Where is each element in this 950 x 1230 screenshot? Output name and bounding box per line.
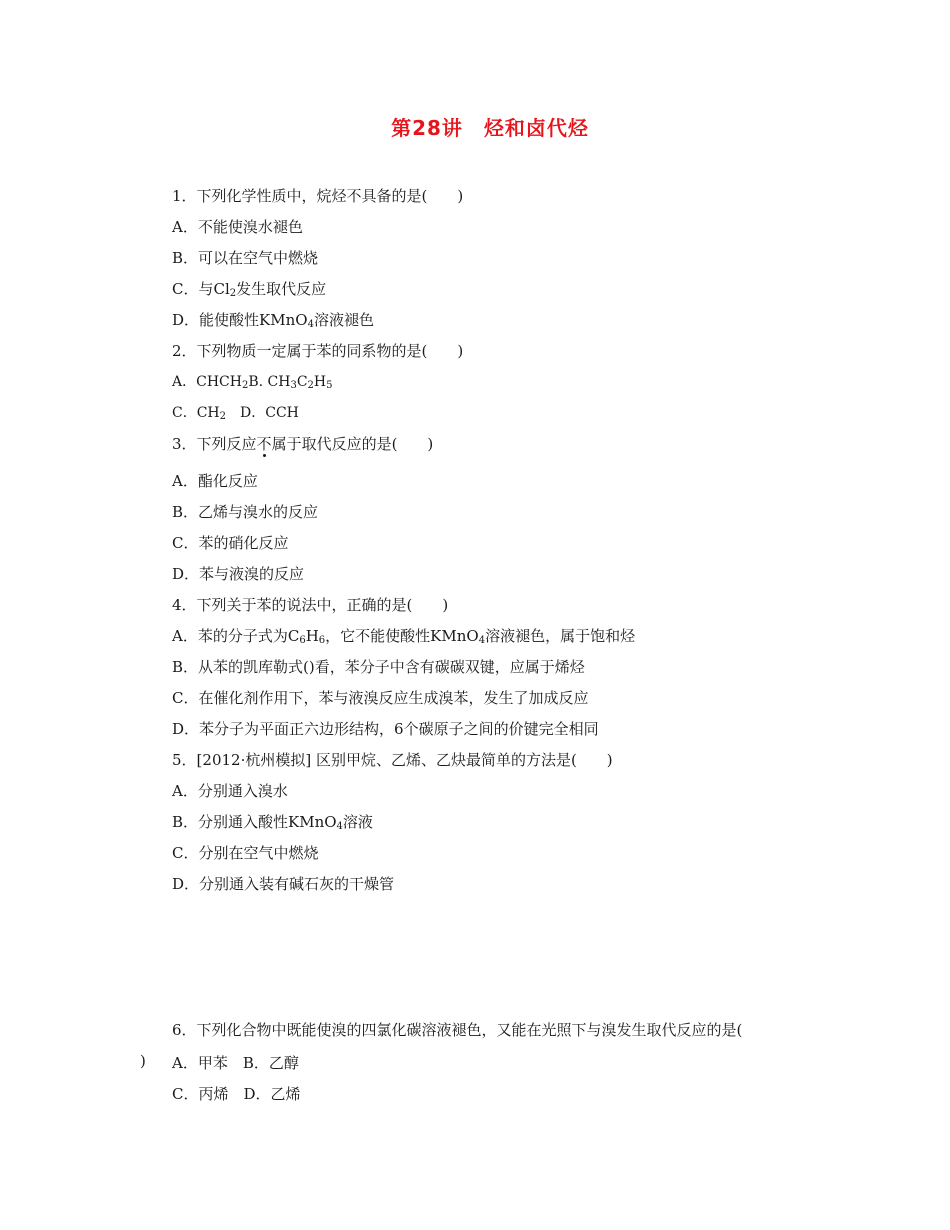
question-4-option-a: A．苯的分子式为$C_6H_6$，它不能使酸性KMnO$_4$溶液褪色，属于饱和烃 bbox=[172, 627, 636, 646]
question-3-option-c: C．苯的硝化反应 bbox=[172, 534, 289, 552]
page-title: 第28讲 烃和卤代烃 bbox=[391, 116, 589, 140]
question-5-option-b: B．分别通入酸性KMnO$_4$溶液 bbox=[172, 813, 373, 832]
question-4-option-b: B．从苯的凯库勒式()看，苯分子中含有碳碳双键，应属于烯烃 bbox=[172, 658, 585, 676]
question-4-option-c: C．在催化剂作用下，苯与液溴反应生成溴苯，发生了加成反应 bbox=[172, 689, 589, 707]
question-1-option-d: D．能使酸性KMnO$_4$溶液褪色 bbox=[172, 311, 374, 330]
question-3-option-b: B．乙烯与溴水的反应 bbox=[172, 503, 319, 521]
question-3-option-d: D．苯与液溴的反应 bbox=[172, 565, 305, 583]
question-1-option-a: A．不能使溴水褪色 bbox=[172, 218, 303, 236]
question-6-stem-wrap: ) bbox=[140, 1052, 146, 1070]
question-2-option-cd: C．$CH_2$ D．CCH bbox=[172, 405, 299, 422]
question-6-stem: 6．下列化合物中既能使溴的四氯化碳溶液褪色，又能在光照下与溴发生取代反应的是( bbox=[172, 1021, 743, 1039]
question-4-stem: 4．下列关于苯的说法中，正确的是( ) bbox=[172, 596, 449, 614]
emphasis-dot: 不 bbox=[256, 435, 272, 453]
question-5-option-c: C．分别在空气中燃烧 bbox=[172, 844, 319, 862]
question-5-stem: 5．[2012·杭州模拟] 区别甲烷、乙烯、乙炔最简单的方法是( ) bbox=[172, 751, 613, 769]
question-1-option-b: B．可以在空气中燃烧 bbox=[172, 249, 319, 267]
question-3-stem: 3．下列反应不属于取代反应的是( ) bbox=[172, 435, 434, 453]
question-5-option-d: D．分别通入装有碱石灰的干燥管 bbox=[172, 875, 395, 893]
question-2-stem: 2．下列物质一定属于苯的同系物的是( ) bbox=[172, 342, 464, 360]
question-6-option-cd: C．丙烯 D．乙烯 bbox=[172, 1085, 301, 1103]
question-5-option-a: A．分别通入溴水 bbox=[172, 782, 288, 800]
question-1-option-c: C．与$Cl_2$发生取代反应 bbox=[172, 280, 327, 299]
question-6-option-ab: A．甲苯 B．乙醇 bbox=[172, 1054, 299, 1072]
question-1-stem: 1．下列化学性质中，烷烃不具备的是( ) bbox=[172, 187, 464, 205]
question-2-option-ab: A．$CHCH_2B$. $CH_3C_2H_5$ bbox=[172, 374, 333, 391]
question-4-option-d: D．苯分子为平面正六边形结构，6个碳原子之间的价键完全相同 bbox=[172, 720, 599, 738]
question-3-option-a: A．酯化反应 bbox=[172, 472, 258, 490]
